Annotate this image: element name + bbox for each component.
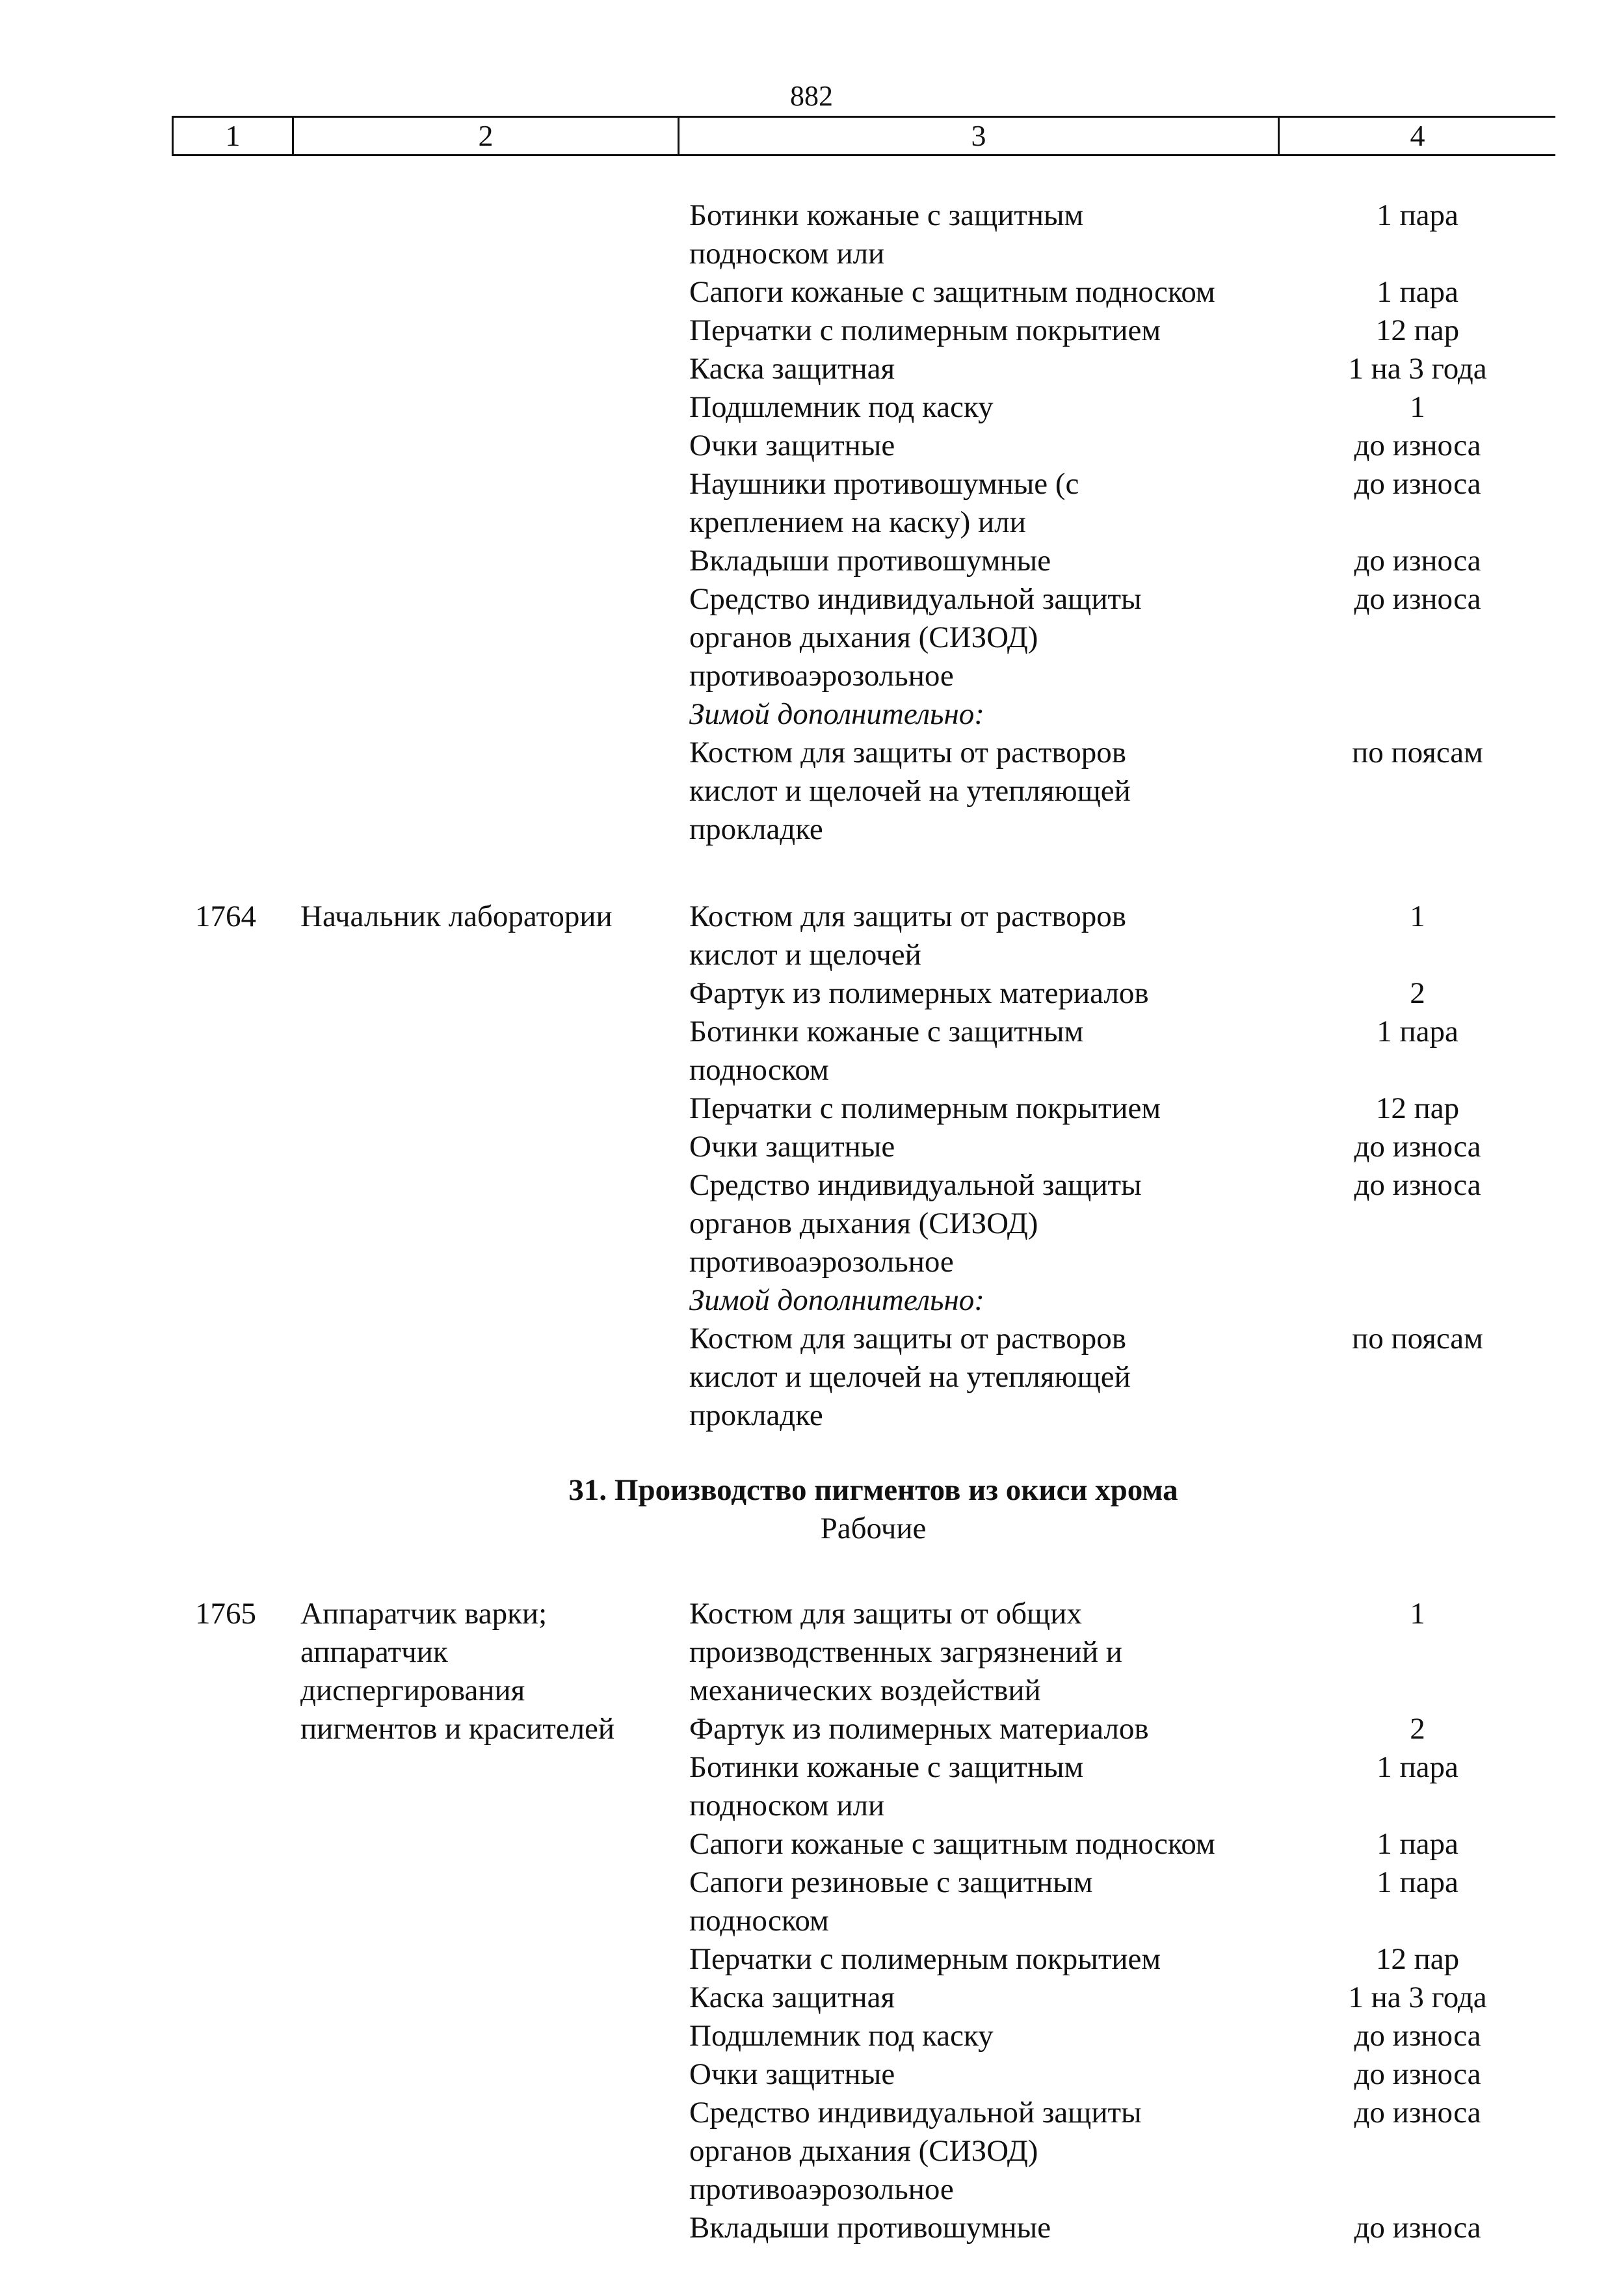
item-name-line: кислот и щелочей на утепляющей <box>689 774 1131 808</box>
item-name-line: механических воздействий <box>689 1674 1041 1707</box>
page-number: 882 <box>790 80 833 112</box>
item-name-line: прокладке <box>689 1398 823 1432</box>
item-name-line: Сапоги кожаные с защитным подноском <box>689 275 1215 309</box>
entry-number: 1765 <box>195 1597 256 1631</box>
item-name-line: Каска защитная <box>689 1981 895 2014</box>
item-norm: по поясам <box>1352 736 1483 769</box>
item-name-line: Перчатки с полимерным покрытием <box>689 314 1161 347</box>
item-name-line: противоаэрозольное <box>689 659 954 693</box>
item-norm: 2 <box>1410 1712 1425 1746</box>
item-norm: до износа <box>1354 2019 1481 2053</box>
profession-line: пигментов и красителей <box>300 1712 615 1746</box>
item-norm: до износа <box>1354 429 1481 462</box>
item-norm: до износа <box>1354 2211 1481 2245</box>
winter-additional-label: Зимой дополнительно: <box>689 1283 984 1317</box>
item-norm: 1 пара <box>1377 1865 1458 1899</box>
item-norm: 1 пара <box>1377 1015 1458 1048</box>
item-name-line: Вкладыши противошумные <box>689 544 1051 578</box>
item-norm: 2 <box>1410 976 1425 1010</box>
winter-additional-label: Зимой дополнительно: <box>689 697 984 731</box>
item-norm: до износа <box>1354 2096 1481 2129</box>
item-name-line: Наушники противошумные (с <box>689 467 1079 501</box>
item-name-line: Костюм для защиты от растворов <box>689 1322 1126 1355</box>
item-name-line: органов дыхания (СИЗОД) <box>689 2134 1038 2168</box>
item-name-line: Очки защитные <box>689 429 895 462</box>
item-name-line: Сапоги кожаные с защитным подноском <box>689 1827 1215 1861</box>
item-name-line: Очки защитные <box>689 2057 895 2091</box>
item-name-line: Средство индивидуальной защиты <box>689 582 1142 616</box>
item-norm: 12 пар <box>1375 1942 1460 1976</box>
item-name-line: органов дыхания (СИЗОД) <box>689 621 1038 654</box>
item-name-line: Костюм для защиты от растворов <box>689 736 1126 769</box>
item-name-line: подноском <box>689 1053 829 1087</box>
profession-line: Аппаратчик варки; <box>300 1597 548 1631</box>
column-header-2: 2 <box>293 117 679 155</box>
item-name-line: противоаэрозольное <box>689 1245 954 1279</box>
profession-line: аппаратчик <box>300 1635 448 1669</box>
item-name-line: Сапоги резиновые с защитным <box>689 1865 1093 1899</box>
item-norm: 1 на 3 года <box>1348 352 1487 386</box>
item-name-line: подноском или <box>689 1789 885 1822</box>
item-norm: до износа <box>1354 2057 1481 2091</box>
item-name-line: Костюм для защиты от растворов <box>689 900 1126 933</box>
item-norm: 12 пар <box>1375 1091 1460 1125</box>
profession-line: диспергирования <box>300 1674 525 1707</box>
item-norm: 1 пара <box>1377 1750 1458 1784</box>
item-norm: до износа <box>1354 544 1481 578</box>
item-norm: до износа <box>1354 1130 1481 1164</box>
item-name-line: Ботинки кожаные с защитным <box>689 198 1084 232</box>
item-name-line: кислот и щелочей на утепляющей <box>689 1360 1131 1394</box>
section-title: 31. Производство пигментов из окиси хрома <box>568 1473 1178 1507</box>
item-norm: до износа <box>1354 582 1481 616</box>
item-norm: 1 на 3 года <box>1348 1981 1487 2014</box>
item-name-line: Ботинки кожаные с защитным <box>689 1015 1084 1048</box>
profession-line: Начальник лаборатории <box>300 900 613 933</box>
column-header-4: 4 <box>1279 117 1556 155</box>
item-norm: 1 пара <box>1377 198 1458 232</box>
item-norm: 1 <box>1410 900 1425 933</box>
item-name-line: Ботинки кожаные с защитным <box>689 1750 1084 1784</box>
item-name-line: Вкладыши противошумные <box>689 2211 1051 2245</box>
section-subtitle: Рабочие <box>820 1512 927 1545</box>
item-norm: 1 <box>1410 1597 1425 1631</box>
item-norm: 1 <box>1410 390 1425 424</box>
item-norm: до износа <box>1354 1168 1481 1202</box>
item-name-line: Фартук из полимерных материалов <box>689 976 1149 1010</box>
column-header-3: 3 <box>679 117 1279 155</box>
item-name-line: креплением на каску) или <box>689 505 1026 539</box>
item-name-line: производственных загрязнений и <box>689 1635 1122 1669</box>
item-name-line: кислот и щелочей <box>689 938 921 972</box>
item-name-line: Костюм для защиты от общих <box>689 1597 1082 1631</box>
item-name-line: органов дыхания (СИЗОД) <box>689 1207 1038 1240</box>
item-name-line: Фартук из полимерных материалов <box>689 1712 1149 1746</box>
item-name-line: Перчатки с полимерным покрытием <box>689 1091 1161 1125</box>
item-name-line: Подшлемник под каску <box>689 2019 994 2053</box>
item-name-line: прокладке <box>689 812 823 846</box>
entry-number: 1764 <box>195 900 256 933</box>
item-norm: 1 пара <box>1377 1827 1458 1861</box>
item-norm: 12 пар <box>1375 314 1460 347</box>
item-name-line: Средство индивидуальной защиты <box>689 2096 1142 2129</box>
item-name-line: подноском или <box>689 237 885 271</box>
item-norm: до износа <box>1354 467 1481 501</box>
item-name-line: Перчатки с полимерным покрытием <box>689 1942 1161 1976</box>
item-name-line: Средство индивидуальной защиты <box>689 1168 1142 1202</box>
item-name-line: подноском <box>689 1904 829 1938</box>
column-header-1: 1 <box>173 117 293 155</box>
item-name-line: Подшлемник под каску <box>689 390 994 424</box>
item-name-line: Очки защитные <box>689 1130 895 1164</box>
column-header-table <box>172 116 1555 156</box>
item-norm: по поясам <box>1352 1322 1483 1355</box>
item-name-line: Каска защитная <box>689 352 895 386</box>
item-name-line: противоаэрозольное <box>689 2172 954 2206</box>
item-norm: 1 пара <box>1377 275 1458 309</box>
